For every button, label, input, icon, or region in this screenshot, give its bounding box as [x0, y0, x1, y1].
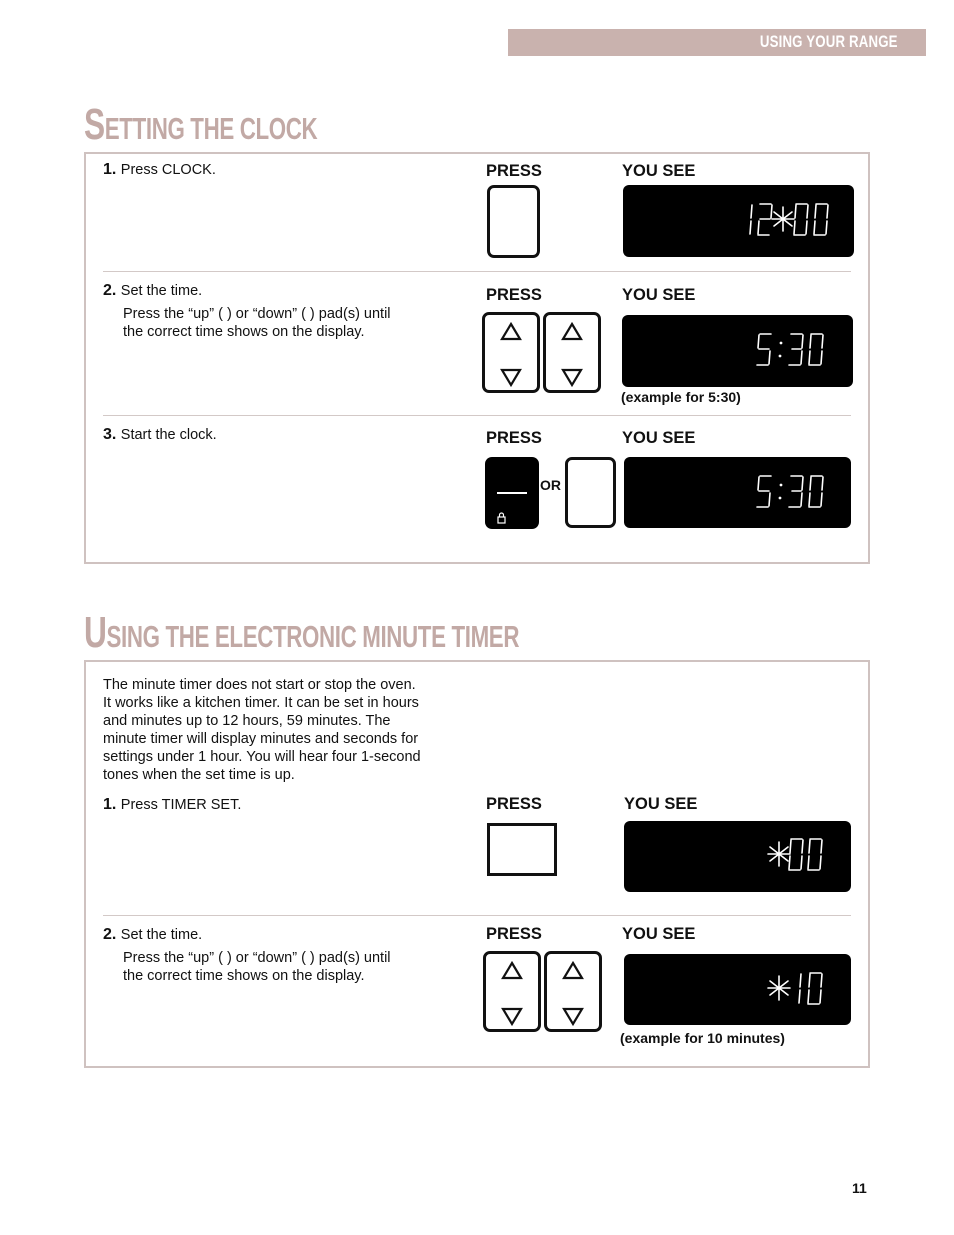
display-timer-10	[624, 954, 851, 1025]
divider	[103, 271, 851, 272]
timer-step-2-detail: Press the “up” ( ) or “down” ( ) pad(s) until the correct time shows on the display.	[123, 950, 391, 984]
flash-star-icon	[768, 842, 790, 866]
up-down-arrows-icon	[485, 315, 537, 390]
display-digits	[622, 315, 853, 387]
you-see-label: YOU SEE	[624, 795, 698, 813]
clock-step-3: 3. Start the clock.	[103, 426, 217, 443]
timer-section-title: USING THE ELECTRONIC MINUTE TIMER	[84, 608, 520, 657]
display-timer-00	[624, 821, 851, 892]
press-label: PRESS	[486, 286, 542, 304]
clock-section-title: SETTING THE CLOCK	[84, 100, 318, 149]
pad-line-icon	[497, 492, 527, 494]
up-down-arrows-icon	[546, 315, 598, 390]
timer-step-1: 1. Press TIMER SET.	[103, 796, 242, 813]
you-see-label: YOU SEE	[622, 429, 696, 447]
timer-step-2: 2. Set the time.	[103, 926, 203, 943]
display-digits	[624, 457, 851, 528]
clock-step-1: 1. Press CLOCK.	[103, 161, 216, 178]
press-label: PRESS	[486, 429, 542, 447]
divider	[103, 915, 851, 916]
section-header-bar	[508, 29, 926, 56]
flash-star-icon	[768, 976, 790, 1000]
timer-set-pad[interactable]	[487, 823, 557, 876]
cancel-off-pad[interactable]	[485, 457, 539, 529]
divider	[103, 415, 851, 416]
you-see-label: YOU SEE	[622, 286, 696, 304]
display-clock-5-30	[624, 457, 851, 528]
example-caption: (example for 10 minutes)	[620, 1030, 785, 1046]
you-see-label: YOU SEE	[622, 162, 696, 180]
page-number: 11	[852, 1180, 867, 1196]
timer-intro: The minute timer does not start or stop the oven. It works like a kitchen timer. It can be set in hours and minutes up to 12 hours, 59 minutes. The minute timer will display minutes and seconds for settings under 1 hour. You will hear four 1-second tones when the set time is up.	[103, 677, 421, 783]
display-digits	[624, 954, 851, 1025]
hour-up-down-pad[interactable]	[482, 312, 540, 393]
press-label: PRESS	[486, 795, 542, 813]
display-clock-5-30	[622, 315, 853, 387]
flash-star-icon	[772, 207, 794, 231]
display-digits	[624, 821, 851, 892]
hour-up-down-pad[interactable]	[483, 951, 541, 1032]
example-caption: (example for 5:30)	[621, 389, 741, 405]
clock-step-2: 2. Set the time.	[103, 282, 203, 299]
press-label: PRESS	[486, 925, 542, 943]
display-clock-12-00	[623, 185, 854, 257]
up-down-arrows-icon	[547, 954, 599, 1029]
minute-up-down-pad[interactable]	[543, 312, 601, 393]
clock-pad[interactable]	[487, 185, 540, 258]
clock-step-2-detail: Press the “up” ( ) or “down” ( ) pad(s) until the correct time shows on the display.	[123, 306, 391, 340]
or-label: OR	[540, 477, 561, 493]
lock-icon	[496, 512, 508, 524]
you-see-label: YOU SEE	[622, 925, 696, 943]
display-digits	[623, 185, 854, 257]
clock-pad[interactable]	[565, 457, 616, 528]
up-down-arrows-icon	[486, 954, 538, 1029]
section-header-label: USING YOUR RANGE	[760, 32, 898, 51]
press-label: PRESS	[486, 162, 542, 180]
minute-up-down-pad[interactable]	[544, 951, 602, 1032]
